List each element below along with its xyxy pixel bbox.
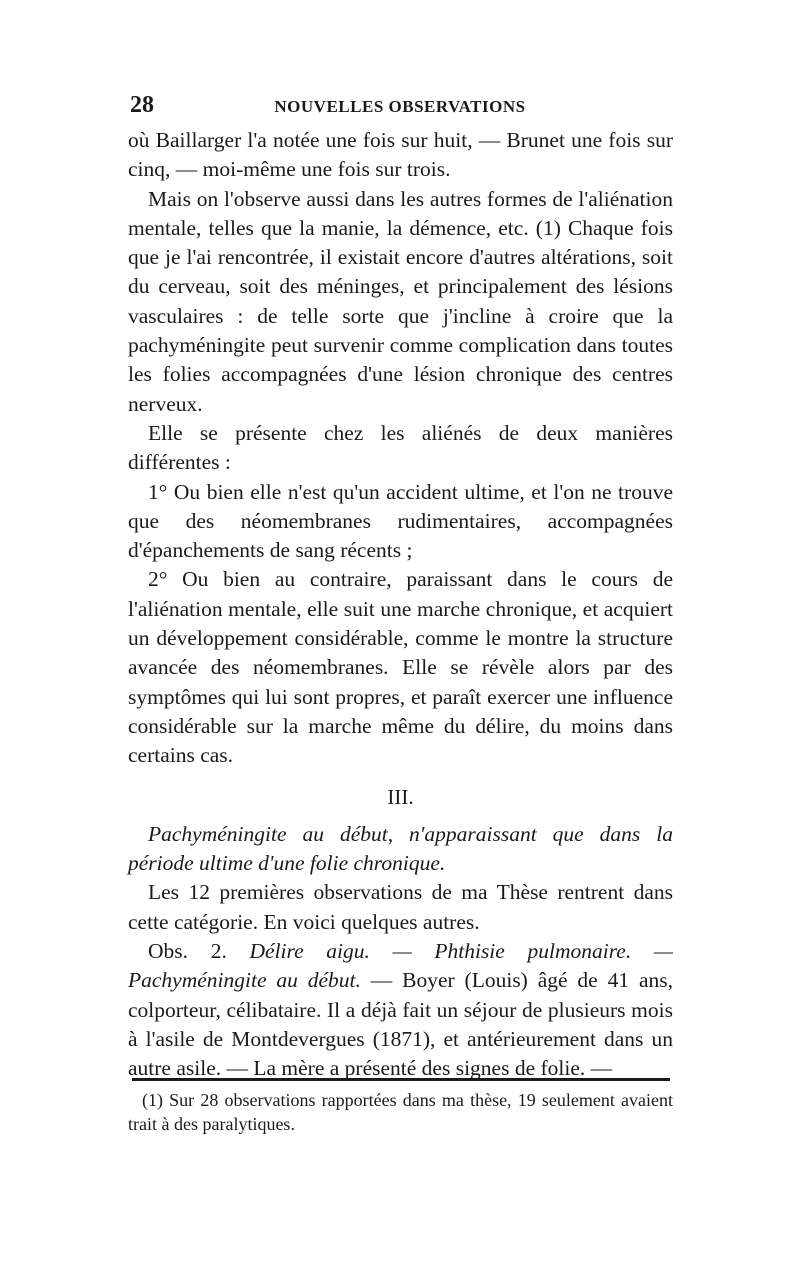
section-heading: III. (387, 784, 414, 809)
section-title: Pachyméningite au début, n'apparaissant que dans la période ultime d'une folie chronique. (128, 821, 673, 876)
footnote (128, 1088, 673, 1136)
page-number: 28 (130, 92, 154, 118)
footnote-text: (1) Sur 28 observations rapportées dans ma thèse, 19 seulement avaient trait à des paralytiques. (128, 1090, 673, 1134)
paragraph: Mais on l'observe aussi dans les autres formes de l'aliénation mentale, telles que la manie, la démence, etc. (1) Chaque fois que je l'ai rencontrée, il existait encore d'autres altérations, soit du cerveau, soit des méninges, et principalement des lésions vasculaires : de telle sorte que j'incline à croire que la pachyméningite peut survenir comme complication dans toutes les folies accompagnées d'une lésion chronique des centres nerveux. (128, 186, 673, 416)
paragraph: Elle se présente chez les aliénés de deux manières différentes : (128, 420, 673, 475)
observation-title: Délire aigu. — Phthisie pulmonaire. — Pachyméningite au début. (128, 939, 673, 993)
paragraph: 1° Ou bien elle n'est qu'un accident ultime, et l'on ne trouve que des néomembranes rudimentaires, accompagnées d'épanchements de sang récents ; (128, 479, 673, 563)
body-text (128, 126, 673, 1084)
running-title: NOUVELLES OBSERVATIONS (274, 97, 526, 116)
footnote-divider (132, 1078, 670, 1081)
paragraph: où Baillarger l'a notée une fois sur huit, — Brunet une fois sur cinq, — moi-même une fois sur trois. (128, 128, 673, 182)
page-header (130, 92, 670, 122)
observation-text: — Boyer (Louis) âgé de 41 ans, colporteur, célibataire. Il a déjà fait un séjour de plusieurs mois à l'asile de Montdevergues (1871), et antérieurement dans un autre asile. — La mère a présenté des signes de folie. — (128, 968, 673, 1081)
observation-label: Obs. 2. (148, 939, 227, 964)
observation-paragraph (128, 937, 673, 1083)
paragraph: 2° Ou bien au contraire, paraissant dans le cours de l'aliénation mentale, elle suit une marche chronique, et acquiert un développement considérable, comme le montre la structure avancée des néomembranes. Elle se révèle alors par des symptômes qui lui sont propres, et paraît exercer une influence considérable sur la marche même du délire, du moins dans certains cas. (128, 567, 673, 768)
paragraph: Les 12 premières observations de ma Thèse rentrent dans cette catégorie. En voici quelques autres. (128, 880, 673, 934)
